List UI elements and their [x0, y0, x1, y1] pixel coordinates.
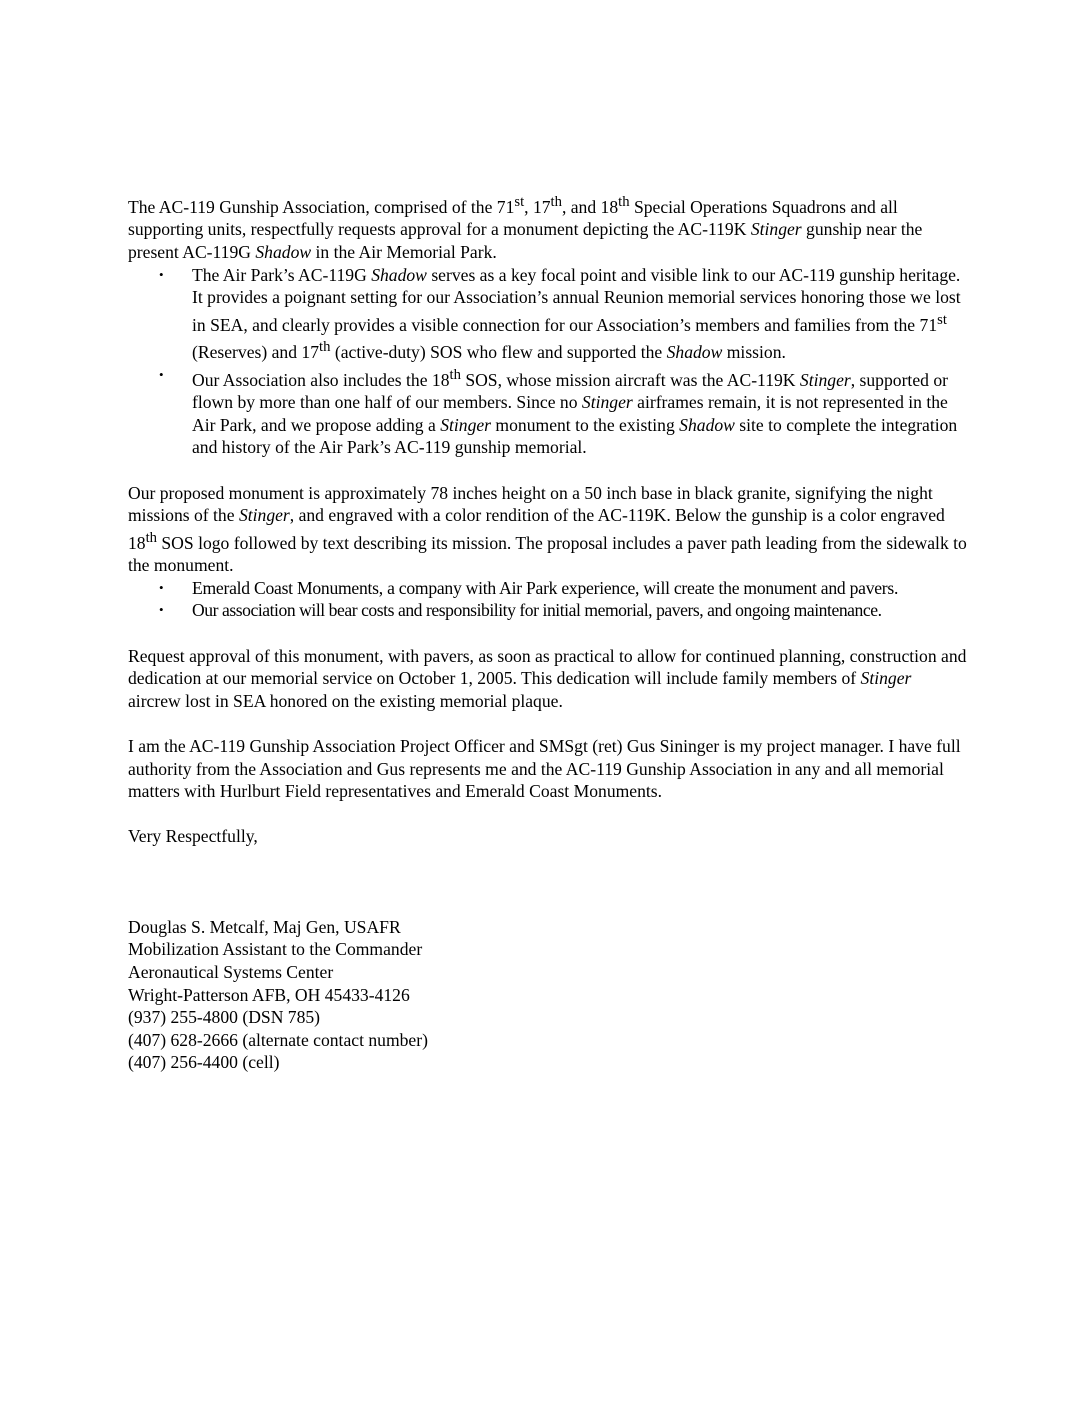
bullet-icon: • — [159, 579, 164, 595]
responsibility-bullet-list — [128, 577, 968, 622]
bullet-icon: • — [159, 366, 164, 382]
request-paragraph: Request approval of this monument, with pavers, as soon as practical to allow for continued planning, construction and dedication at our memorial service on October 1, 2005. This dedication will include family members of Stinger aircrew lost in SEA honored on the existing memorial plaque. — [128, 645, 967, 711]
signature-block — [128, 916, 968, 1074]
signer-phone-cell: (407) 256-4400 (cell) — [128, 1052, 280, 1073]
signer-phone-office: (937) 255-4800 (DSN 785) — [128, 1007, 321, 1028]
signer-title: Mobilization Assistant to the Commander — [128, 939, 423, 960]
bullet-icon: • — [159, 266, 164, 282]
authority-paragraph: I am the AC-119 Gunship Association Project Officer and SMSgt (ret) Gus Sininger is my project manager. I have full authority from the Association and Gus represents me and the AC-119 Gunship Association in any and all memorial matters with Hurlburt Field representatives and Emerald Coast Monuments. — [128, 735, 961, 802]
heritage-bullet-list — [128, 264, 968, 459]
signer-organization: Aeronautical Systems Center — [128, 961, 334, 982]
bullet-icon: • — [159, 602, 164, 618]
intro-paragraph: The AC-119 Gunship Association, comprised of the 71st, 17th, and 18th Special Operations Squadrons and all supporting units, respectfully requests approval for a monument depicting the AC-119K Stinger gunship near the present AC-119G Shadow in the Air Memorial Park. — [128, 194, 923, 263]
closing-salutation: Very Respectfully, — [128, 826, 258, 847]
proposal-paragraph: Our proposed monument is approximately 78 inches height on a 50 inch base in black granite, signifying the night missions of the Stinger, and engraved with a color rendition of the AC-119K. Below the gunship is a color engraved 18th SOS logo followed by text describing its mission. The proposal includes a paver path leading from the sidewalk to the monument. — [128, 482, 967, 576]
list-item: • Emerald Coast Monuments, a company with Air Park experience, will create the monument and pavers. — [159, 577, 899, 598]
list-item: • The Air Park’s AC-119G Shadow serves as a key focal point and visible link to our AC-119 gunship heritage. It provides a poignant setting for our Association’s annual Reunion memorial services honoring those we lost in SEA, and clearly provides a visible connection for our Association’s members and families from the 71st (Reserves) and 17th (active-duty) SOS who flew and supported the Shadow mission. — [159, 264, 961, 363]
signer-name: Douglas S. Metcalf, Maj Gen, USAFR — [128, 916, 401, 937]
signer-phone-alternate: (407) 628-2666 (alternate contact number) — [128, 1029, 428, 1050]
letter-body — [128, 191, 968, 1074]
signer-address: Wright-Patterson AFB, OH 45433-4126 — [128, 984, 410, 1005]
list-item: • Our Association also includes the 18th SOS, whose mission aircraft was the AC-119K Stinger, supported or flown by more than one half of our members. Since no Stinger airframes remain, it is not represented in the Air Park, and we propose adding a Stinger monument to the existing Shadow site to complete the integration and history of the Air Park’s AC-119 gunship memorial. — [128, 364, 968, 459]
list-item: • Our association will bear costs and responsibility for initial memorial, pavers, and ongoing maintenance. — [159, 600, 882, 621]
